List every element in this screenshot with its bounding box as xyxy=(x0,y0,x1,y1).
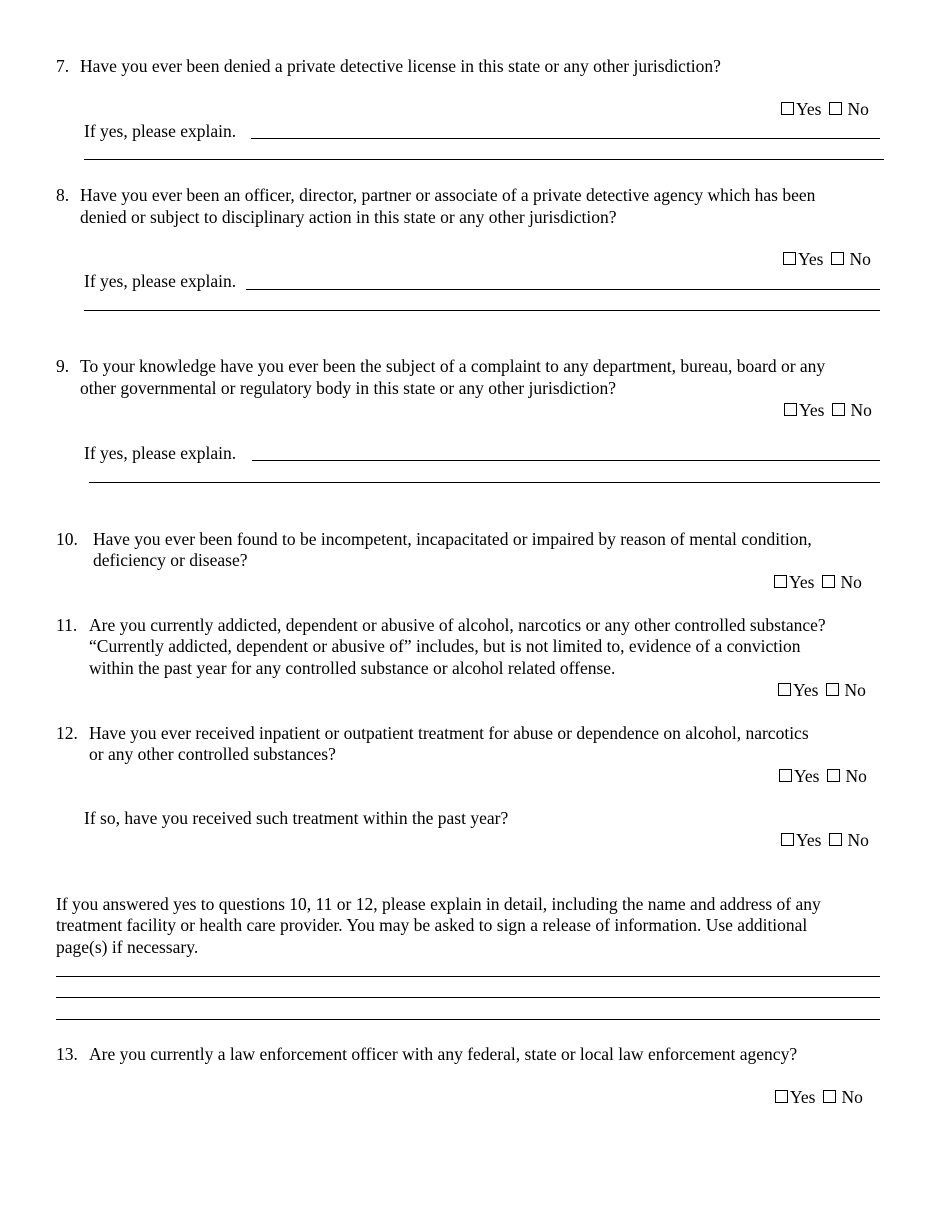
q9-no-label: No xyxy=(850,400,872,420)
question-11-line-2: “Currently addicted, dependent or abusive of” includes, but is not limited to, evidence of a conviction xyxy=(89,636,801,656)
q9-yes-checkbox[interactable] xyxy=(784,403,797,416)
q12-followup-yes-label: Yes xyxy=(796,830,822,850)
question-9-number: 9. xyxy=(56,356,70,376)
q7-yes-label: Yes xyxy=(796,99,822,119)
q9-explain-underline xyxy=(252,460,880,461)
question-12-line-1: Have you ever received inpatient or outpatient treatment for abuse or dependence on alcohol, narcotics xyxy=(89,723,809,743)
q8-yes-label: Yes xyxy=(798,249,824,269)
q12-yes-label: Yes xyxy=(794,766,820,786)
question-12-line-2: or any other controlled substances? xyxy=(89,744,336,764)
q11-yes-checkbox[interactable] xyxy=(778,683,791,696)
q12-yes-checkbox[interactable] xyxy=(779,769,792,782)
q12-followup-yes-checkbox[interactable] xyxy=(781,833,794,846)
question-8-line-1: Have you ever been an officer, director, partner or associate of a private detective agency which has been xyxy=(80,185,816,205)
question-10-number: 10. xyxy=(56,529,78,549)
q10-yes-checkbox[interactable] xyxy=(774,575,787,588)
explain-block-underline-3 xyxy=(56,1019,880,1020)
question-7-text: Have you ever been denied a private detective license in this state or any other jurisdiction? xyxy=(80,56,721,76)
question-8-line-2: denied or subject to disciplinary action in this state or any other jurisdiction? xyxy=(80,207,617,227)
q9-no-checkbox[interactable] xyxy=(832,403,845,416)
question-13-text: Are you currently a law enforcement officer with any federal, state or local law enforcement agency? xyxy=(89,1044,798,1064)
q12-followup-no-checkbox[interactable] xyxy=(829,833,842,846)
q8-explain-field-2[interactable] xyxy=(84,292,880,310)
question-7-number: 7. xyxy=(56,56,70,76)
question-10-yes-no xyxy=(774,571,862,593)
question-8-yes-no xyxy=(783,248,871,270)
q7-explain-underline-2 xyxy=(84,159,884,160)
q7-explain-label: If yes, please explain. xyxy=(84,121,237,141)
q7-explain-field-2[interactable] xyxy=(84,141,884,159)
question-9-line-1: To your knowledge have you ever been the subject of a complaint to any department, bureau, board or any xyxy=(80,356,826,376)
q8-explain-underline xyxy=(246,289,880,290)
q9-yes-label: Yes xyxy=(799,400,825,420)
question-10-line-2: deficiency or disease? xyxy=(93,550,248,570)
question-12-yes-no xyxy=(779,765,867,787)
q9-explain-underline-2 xyxy=(89,482,880,483)
explain-block-underline-2 xyxy=(56,997,880,998)
q13-yes-checkbox[interactable] xyxy=(775,1090,788,1103)
question-13-yes-no xyxy=(775,1086,863,1108)
q11-no-label: No xyxy=(844,680,866,700)
q13-yes-label: Yes xyxy=(790,1087,816,1107)
q8-yes-checkbox[interactable] xyxy=(783,252,796,265)
question-12-followup-yes-no xyxy=(781,829,869,851)
question-11-line-3: within the past year for any controlled substance or alcohol related offense. xyxy=(89,658,616,678)
q8-explain-label: If yes, please explain. xyxy=(84,271,237,291)
question-7-yes-no xyxy=(781,98,869,120)
q8-explain-underline-2 xyxy=(84,310,880,311)
q13-no-label: No xyxy=(841,1087,863,1107)
q13-no-checkbox[interactable] xyxy=(823,1090,836,1103)
question-12-number: 12. xyxy=(56,723,78,743)
q11-yes-label: Yes xyxy=(793,680,819,700)
q12-no-checkbox[interactable] xyxy=(827,769,840,782)
q12-no-label: No xyxy=(845,766,867,786)
q7-yes-checkbox[interactable] xyxy=(781,102,794,115)
question-9-line-2: other governmental or regulatory body in this state or any other jurisdiction? xyxy=(80,378,617,398)
q9-explain-field-2[interactable] xyxy=(89,464,880,482)
q12-followup-no-label: No xyxy=(847,830,869,850)
q10-yes-label: Yes xyxy=(789,572,815,592)
q7-explain-underline xyxy=(251,138,880,139)
explain-block-underline-1 xyxy=(56,976,880,977)
q7-no-label: No xyxy=(847,99,869,119)
explain-block-line-1: If you answered yes to questions 10, 11 or 12, please explain in detail, including the name and address of any xyxy=(56,894,821,914)
question-9-yes-no xyxy=(784,399,872,421)
q10-no-label: No xyxy=(840,572,862,592)
question-12-followup: If so, have you received such treatment within the past year? xyxy=(84,808,509,828)
question-10-line-1: Have you ever been found to be incompetent, incapacitated or impaired by reason of mental condition, xyxy=(93,529,812,549)
q8-explain-field[interactable] xyxy=(246,271,880,289)
explain-block-line-3: page(s) if necessary. xyxy=(56,937,199,957)
q7-no-checkbox[interactable] xyxy=(829,102,842,115)
q9-explain-label: If yes, please explain. xyxy=(84,443,237,463)
q8-no-label: No xyxy=(849,249,871,269)
explain-block-field-3[interactable] xyxy=(56,1001,880,1019)
q8-no-checkbox[interactable] xyxy=(831,252,844,265)
question-11-yes-no xyxy=(778,679,866,701)
explain-block-field-2[interactable] xyxy=(56,979,880,997)
explain-block-line-2: treatment facility or health care provider. You may be asked to sign a release of information. Use additional xyxy=(56,915,808,935)
q7-explain-field[interactable] xyxy=(251,120,880,138)
q10-no-checkbox[interactable] xyxy=(822,575,835,588)
question-11-number: 11. xyxy=(56,615,78,635)
q9-explain-field[interactable] xyxy=(252,443,880,461)
explain-block-field-1[interactable] xyxy=(56,958,880,976)
question-8-number: 8. xyxy=(56,185,70,205)
question-13-number: 13. xyxy=(56,1044,78,1064)
question-11-line-1: Are you currently addicted, dependent or abusive of alcohol, narcotics or any other controlled substance? xyxy=(89,615,826,635)
q11-no-checkbox[interactable] xyxy=(826,683,839,696)
